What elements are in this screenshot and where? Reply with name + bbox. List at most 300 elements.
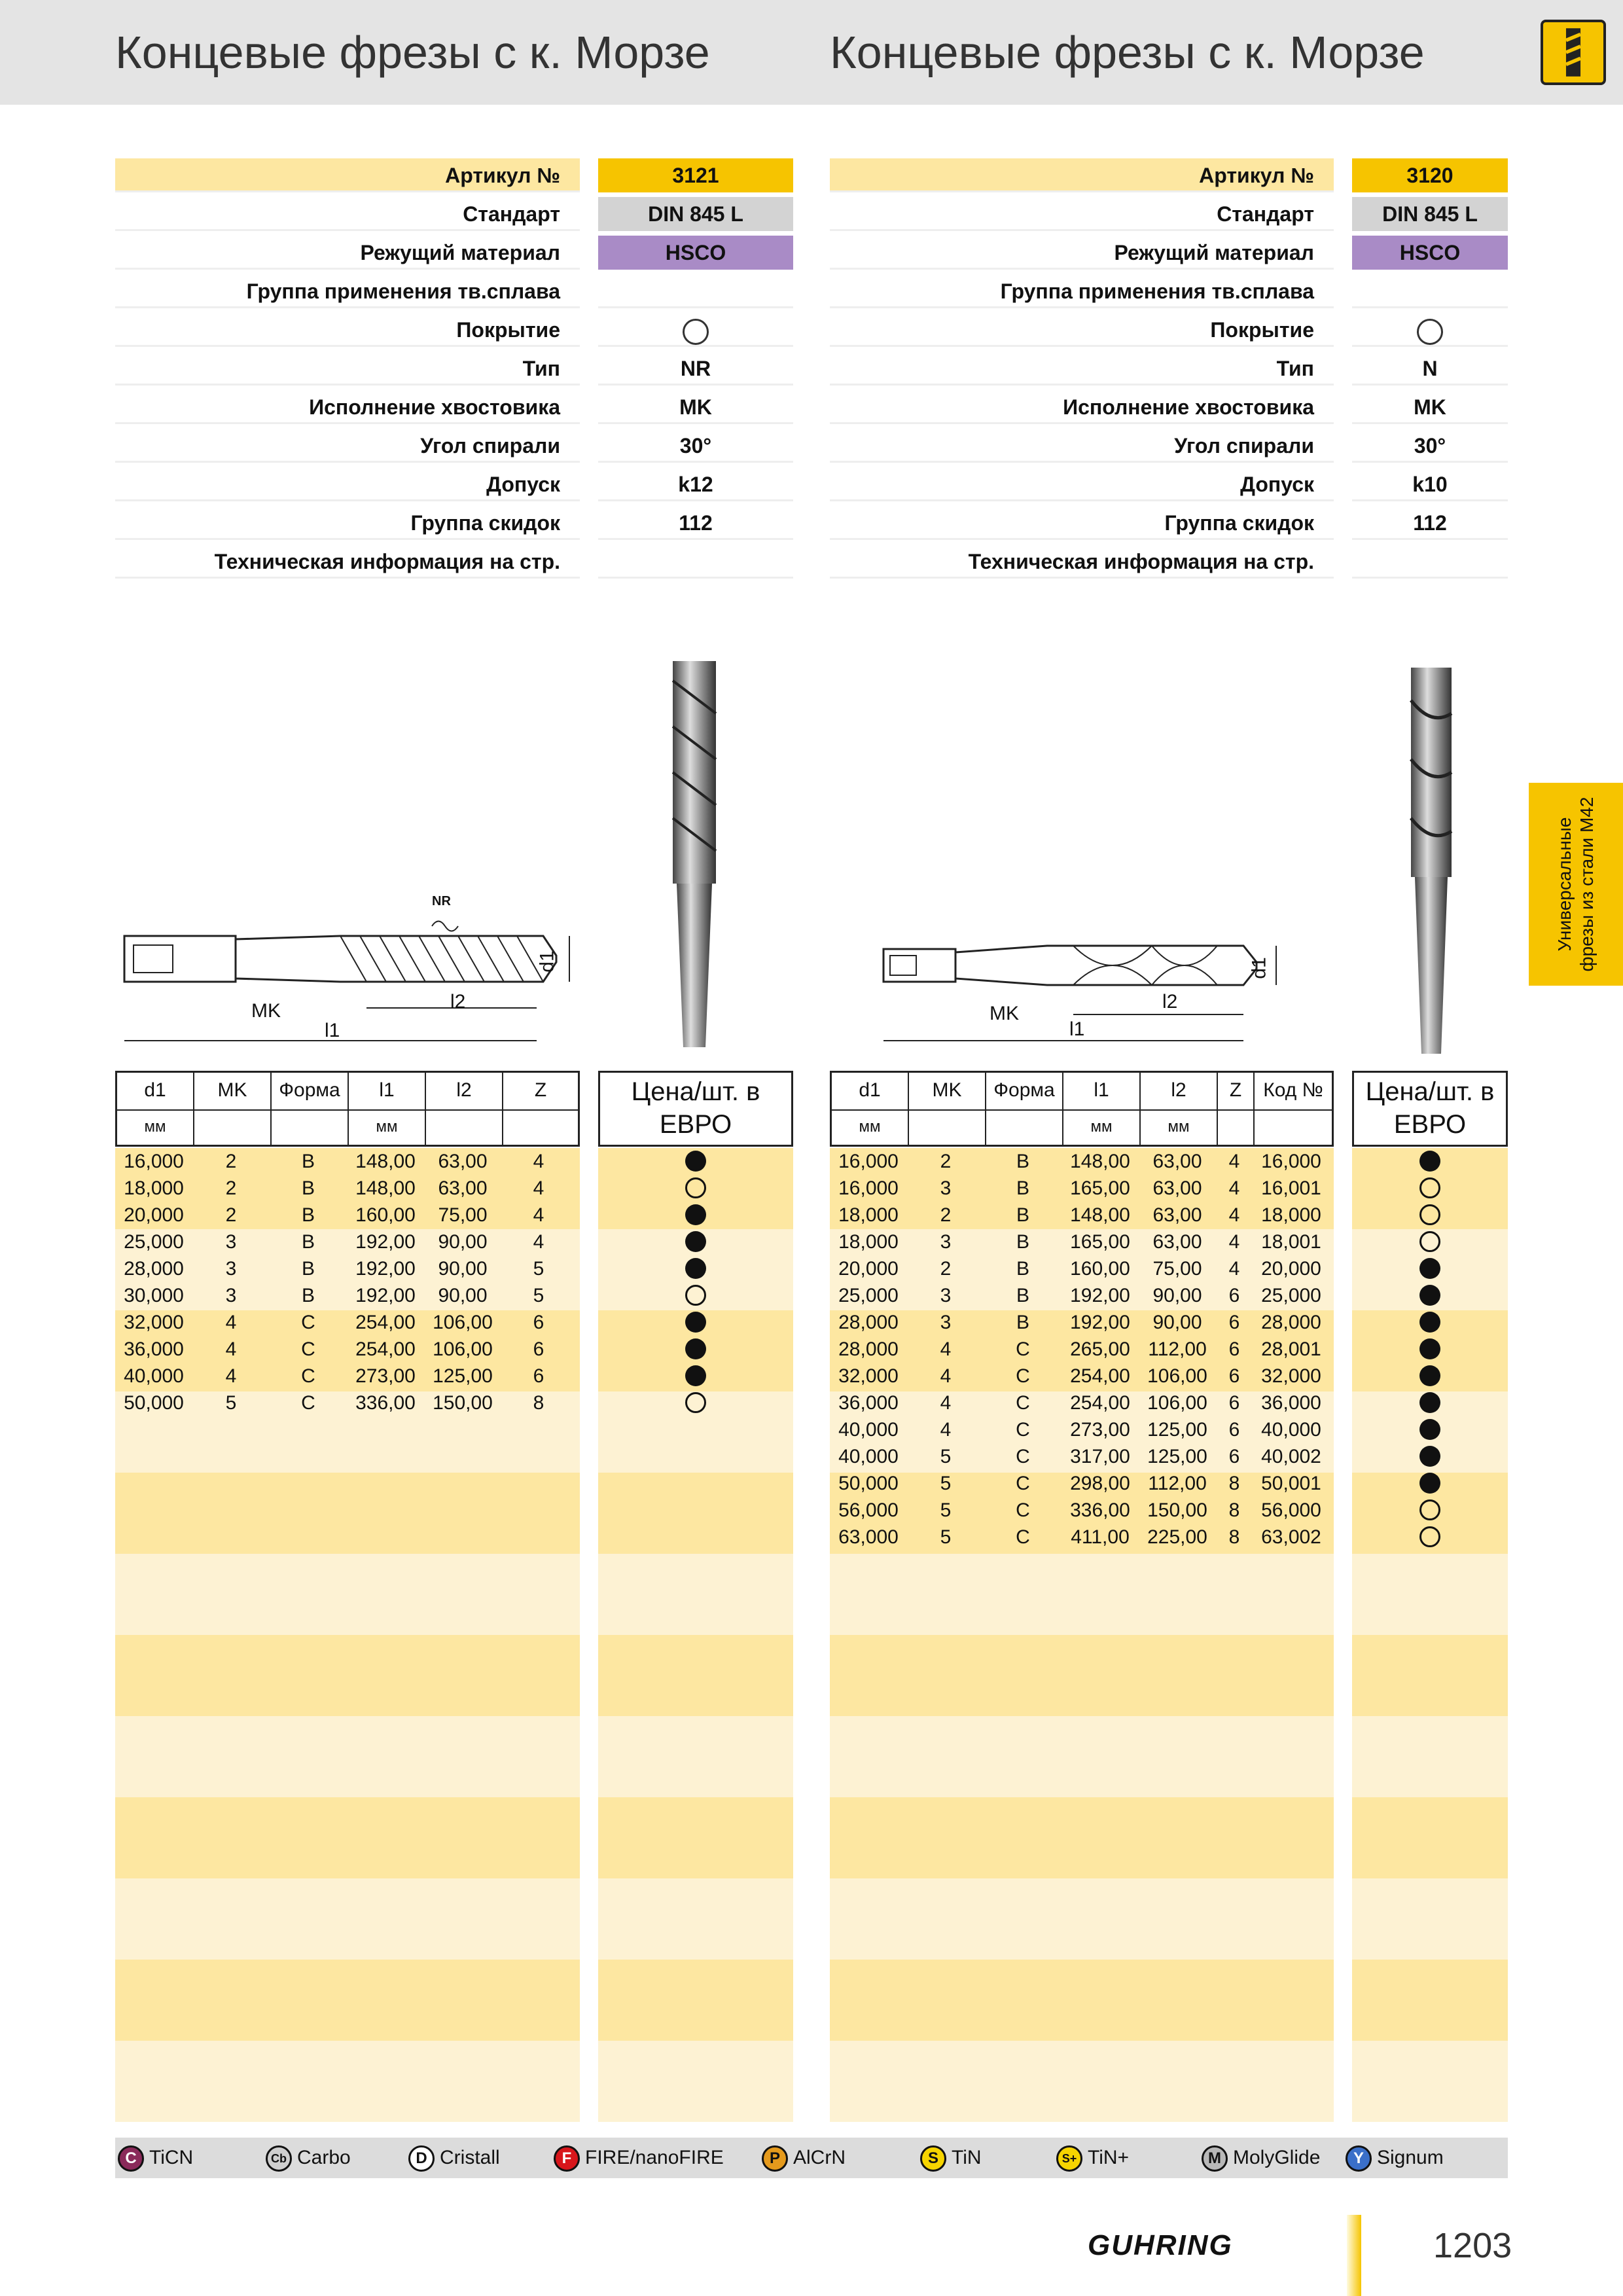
- table-cell: 6: [533, 1338, 544, 1360]
- table-cell: 2: [225, 1204, 237, 1226]
- stock-on-request-icon[interactable]: [685, 1285, 706, 1306]
- stripe-band: [115, 1473, 580, 1554]
- table-cell: 3: [940, 1177, 952, 1199]
- coating-carbo-icon: Cb: [266, 2145, 292, 2172]
- stripe-band: [1352, 1960, 1508, 2041]
- stripe-band: [830, 1554, 1334, 1635]
- table-cell: B: [1016, 1312, 1029, 1333]
- column-header: [1141, 1073, 1218, 1145]
- table-row: [115, 1202, 576, 1229]
- table-cell: 50,000: [124, 1392, 184, 1414]
- column-header-label: l1: [1094, 1079, 1109, 1101]
- table-cell: 32,000: [1261, 1365, 1321, 1387]
- stock-available-icon[interactable]: [1419, 1473, 1440, 1494]
- table-cell: 4: [533, 1231, 544, 1253]
- table-cell: 125,00: [1147, 1419, 1207, 1441]
- table-cell: 63,00: [1152, 1231, 1202, 1253]
- legend-item-firenanofire: [554, 2138, 724, 2178]
- column-header: [1255, 1073, 1332, 1145]
- table-cell: 4: [1228, 1177, 1240, 1199]
- technical-drawing-right: [877, 916, 1296, 1054]
- table-cell: 4: [940, 1365, 952, 1387]
- spec-label: Покрытие: [456, 318, 560, 342]
- stock-available-icon[interactable]: [1419, 1312, 1440, 1333]
- stripe-band: [598, 1960, 793, 2041]
- table-cell: 2: [940, 1151, 952, 1172]
- spec-row: [115, 390, 580, 424]
- table-cell: 4: [940, 1419, 952, 1441]
- table-cell: 4: [225, 1312, 237, 1333]
- legend-label: Signum: [1377, 2147, 1444, 2168]
- spec-value-standard: DIN 845 L: [598, 197, 793, 231]
- stock-on-request-icon[interactable]: [1419, 1204, 1440, 1225]
- table-cell: 225,00: [1147, 1526, 1207, 1548]
- table-cell: 40,000: [838, 1419, 899, 1441]
- table-row: [115, 1229, 576, 1255]
- table-cell: 36,000: [124, 1338, 184, 1360]
- table-cell: B: [1016, 1151, 1029, 1172]
- end-mill-photo-left: [658, 655, 730, 1060]
- table-cell: 18,000: [1261, 1204, 1321, 1226]
- table-cell: 16,001: [1261, 1177, 1321, 1199]
- nr-label: NR: [432, 894, 451, 908]
- table-cell: 4: [533, 1151, 544, 1172]
- table-cell: 106,00: [1147, 1392, 1207, 1414]
- table-cell: 28,000: [1261, 1312, 1321, 1333]
- table-cell: 5: [533, 1258, 544, 1280]
- column-header: [194, 1073, 272, 1145]
- column-header: [272, 1073, 349, 1145]
- table-row: [830, 1255, 1330, 1282]
- table-cell: 106,00: [433, 1338, 493, 1360]
- spec-label: Группа применения тв.сплава: [246, 279, 560, 303]
- coating-none-icon: [683, 319, 709, 345]
- table-cell: 63,000: [838, 1526, 899, 1548]
- column-header-label: l2: [456, 1079, 472, 1101]
- table-cell: 273,00: [355, 1365, 416, 1387]
- table-cell: 6: [1228, 1338, 1240, 1360]
- spec-value-group: [598, 274, 793, 308]
- table-row: [830, 1175, 1330, 1202]
- table-cell: 3: [940, 1312, 952, 1333]
- table-cell: 63,00: [1152, 1177, 1202, 1199]
- column-unit: [503, 1109, 578, 1141]
- table-cell: 40,000: [838, 1446, 899, 1467]
- stripe-band: [830, 1960, 1334, 2041]
- stock-available-icon[interactable]: [685, 1151, 706, 1172]
- table-cell: 90,00: [1152, 1285, 1202, 1306]
- spec-value-discount: 112: [1352, 506, 1508, 540]
- spec-value-material: HSCO: [1352, 236, 1508, 270]
- stripe-band: [115, 1960, 580, 2041]
- table-cell: 25,000: [124, 1231, 184, 1253]
- table-cell: 20,000: [1261, 1258, 1321, 1280]
- legend-item-tin: [920, 2138, 982, 2178]
- stock-available-icon[interactable]: [685, 1312, 706, 1333]
- spec-row: [115, 236, 580, 270]
- table-cell: 36,000: [838, 1392, 899, 1414]
- l2-label-left: l2: [450, 991, 466, 1013]
- table-cell: 40,000: [124, 1365, 184, 1387]
- column-unit: мм: [117, 1109, 193, 1141]
- table-cell: 192,00: [355, 1258, 416, 1280]
- column-header-label: Форма: [993, 1079, 1055, 1101]
- stripe-band: [115, 1635, 580, 1716]
- spec-row: [115, 158, 580, 192]
- table-cell: B: [301, 1285, 315, 1306]
- table-row: [830, 1309, 1330, 1336]
- table-cell: 8: [1228, 1473, 1240, 1494]
- column-header-label: d1: [144, 1079, 166, 1101]
- legend-label: AlCrN: [793, 2147, 846, 2168]
- table-cell: 160,00: [355, 1204, 416, 1226]
- stock-on-request-icon[interactable]: [1419, 1499, 1440, 1520]
- spec-row: [830, 197, 1334, 231]
- spec-value-type: NR: [598, 351, 793, 386]
- spec-value-techinfo: [598, 545, 793, 579]
- table-cell: 16,000: [1261, 1151, 1321, 1172]
- table-row: [115, 1336, 576, 1363]
- column-header-label: l1: [379, 1079, 395, 1101]
- stock-on-request-icon[interactable]: [685, 1177, 706, 1198]
- column-unit: [272, 1109, 348, 1141]
- stock-available-icon[interactable]: [1419, 1392, 1440, 1413]
- spec-label: Стандарт: [1217, 202, 1314, 226]
- spec-row: [830, 390, 1334, 424]
- table-cell: 336,00: [355, 1392, 416, 1414]
- stock-available-icon[interactable]: [685, 1258, 706, 1279]
- table-cell: 5: [940, 1499, 952, 1521]
- spec-label: Режущий материал: [1114, 241, 1314, 264]
- table-cell: 36,000: [1261, 1392, 1321, 1414]
- spec-value-group: [1352, 274, 1508, 308]
- table-cell: 4: [225, 1365, 237, 1387]
- technical-drawing-left: [118, 890, 576, 1054]
- table-cell: B: [1016, 1285, 1029, 1306]
- stripe-band: [115, 1716, 580, 1797]
- spec-value-shank: MK: [1352, 390, 1508, 424]
- spec-value-standard: DIN 845 L: [1352, 197, 1508, 231]
- column-header-label: Z: [534, 1079, 547, 1101]
- table-cell: 18,000: [838, 1231, 899, 1253]
- legend-label: TiCN: [149, 2147, 194, 2168]
- table-cell: 63,00: [438, 1177, 488, 1199]
- stripe-band: [115, 1797, 580, 1878]
- legend-label: FIRE/nanoFIRE: [585, 2147, 724, 2168]
- spec-label: Артикул №: [445, 164, 560, 187]
- legend-label: Carbo: [297, 2147, 351, 2168]
- table-cell: 254,00: [355, 1312, 416, 1333]
- legend-label: Cristall: [440, 2147, 500, 2168]
- table-cell: 2: [940, 1204, 952, 1226]
- table-cell: 5: [940, 1473, 952, 1494]
- d1-label-left: d1: [536, 950, 558, 973]
- column-unit: мм: [1063, 1109, 1139, 1141]
- coating-firenanofire-icon: F: [554, 2145, 580, 2172]
- table-cell: B: [301, 1231, 315, 1253]
- spec-row: [115, 545, 580, 579]
- column-header-label: Код №: [1263, 1079, 1323, 1101]
- table-row: [830, 1148, 1330, 1175]
- table-cell: 3: [940, 1231, 952, 1253]
- spec-value-material: HSCO: [598, 236, 793, 270]
- table-row: [115, 1282, 576, 1309]
- legend-item-molyglide: [1202, 2138, 1320, 2178]
- coating-alcrn-icon: P: [762, 2145, 788, 2172]
- table-row: [830, 1524, 1330, 1551]
- table-cell: C: [301, 1338, 315, 1360]
- legend-label: MolyGlide: [1233, 2147, 1321, 2168]
- spec-row: [830, 351, 1334, 386]
- table-row: [115, 1363, 576, 1390]
- table-cell: 254,00: [1070, 1365, 1130, 1387]
- legend-item-alcrn: [762, 2138, 846, 2178]
- legend-label: TiN: [952, 2147, 982, 2168]
- table-cell: 63,00: [1152, 1204, 1202, 1226]
- stock-available-icon[interactable]: [1419, 1446, 1440, 1467]
- stock-available-icon[interactable]: [1419, 1338, 1440, 1359]
- table-row: [830, 1363, 1330, 1390]
- table-cell: 28,000: [838, 1312, 899, 1333]
- spec-label: Исполнение хвостовика: [309, 395, 560, 419]
- table-cell: 6: [1228, 1392, 1240, 1414]
- table-cell: 50,000: [838, 1473, 899, 1494]
- spec-label: Артикул №: [1199, 164, 1314, 187]
- side-tab-line2: фрезы из стали M42: [1577, 797, 1597, 972]
- table-cell: C: [1016, 1365, 1030, 1387]
- l1-label-right: l1: [1069, 1018, 1085, 1040]
- stock-available-icon[interactable]: [685, 1204, 706, 1225]
- stock-on-request-icon[interactable]: [1419, 1231, 1440, 1252]
- table-cell: 6: [1228, 1446, 1240, 1467]
- coating-cristall-icon: D: [408, 2145, 435, 2172]
- stripe-band: [598, 1878, 793, 1960]
- spec-label: Допуск: [486, 473, 560, 496]
- table-cell: C: [301, 1392, 315, 1414]
- table-cell: 6: [533, 1312, 544, 1333]
- table-cell: 90,00: [438, 1258, 488, 1280]
- table-cell: 16,000: [838, 1177, 899, 1199]
- table-cell: 63,00: [438, 1151, 488, 1172]
- table-cell: 30,000: [124, 1285, 184, 1306]
- column-header: [832, 1073, 909, 1145]
- column-header: [117, 1073, 194, 1145]
- table-cell: 90,00: [1152, 1312, 1202, 1333]
- spec-label: Техническая информация на стр.: [968, 550, 1314, 573]
- table-cell: 4: [533, 1177, 544, 1199]
- coating-signum-icon: Y: [1346, 2145, 1372, 2172]
- stock-available-icon[interactable]: [1419, 1285, 1440, 1306]
- table-cell: B: [301, 1258, 315, 1280]
- table-cell: 150,00: [1147, 1499, 1207, 1521]
- table-cell: 6: [533, 1365, 544, 1387]
- table-cell: B: [1016, 1204, 1029, 1226]
- column-header-label: Z: [1229, 1079, 1242, 1101]
- column-header: [426, 1073, 503, 1145]
- table-cell: 40,002: [1261, 1446, 1321, 1467]
- stripe-band: [115, 1554, 580, 1635]
- table-cell: 25,000: [838, 1285, 899, 1306]
- table-cell: 4: [225, 1338, 237, 1360]
- spec-label: Техническая информация на стр.: [214, 550, 560, 573]
- table-cell: 8: [1228, 1499, 1240, 1521]
- table-cell: 8: [533, 1392, 544, 1414]
- coating-ticn-icon: C: [118, 2145, 144, 2172]
- table-row: [115, 1175, 576, 1202]
- table-cell: 75,00: [438, 1204, 488, 1226]
- table-cell: C: [1016, 1419, 1030, 1441]
- stripe-band: [830, 1716, 1334, 1797]
- table-cell: 18,000: [124, 1177, 184, 1199]
- spec-label: Тип: [1276, 357, 1314, 380]
- stripe-band: [598, 1716, 793, 1797]
- stock-available-icon[interactable]: [1419, 1365, 1440, 1386]
- table-row: [830, 1470, 1330, 1497]
- stock-on-request-icon[interactable]: [1419, 1177, 1440, 1198]
- section-side-tab[interactable]: [1529, 783, 1623, 986]
- stripe-band: [598, 2041, 793, 2122]
- column-header-label: l2: [1171, 1079, 1186, 1101]
- column-header: [986, 1073, 1063, 1145]
- spec-row: [830, 545, 1334, 579]
- stock-on-request-icon[interactable]: [1419, 1526, 1440, 1547]
- page-title-left: Концевые фрезы с к. Морзе: [115, 27, 710, 78]
- table-cell: 28,001: [1261, 1338, 1321, 1360]
- table-row: [830, 1497, 1330, 1524]
- spec-value-type: N: [1352, 351, 1508, 386]
- stripe-band: [598, 1473, 793, 1554]
- spec-value-techinfo: [1352, 545, 1508, 579]
- spec-label: Группа скидок: [410, 511, 560, 535]
- table-cell: 32,000: [838, 1365, 899, 1387]
- coating-tin-icon: S+: [1056, 2145, 1082, 2172]
- table-cell: 6: [1228, 1419, 1240, 1441]
- spec-label: Стандарт: [463, 202, 560, 226]
- table-cell: 148,00: [355, 1151, 416, 1172]
- table-header-right: [830, 1071, 1334, 1147]
- spec-row: [115, 467, 580, 501]
- column-unit: [426, 1109, 502, 1141]
- stripe-band: [115, 1878, 580, 1960]
- spec-row: [830, 506, 1334, 540]
- table-cell: 106,00: [433, 1312, 493, 1333]
- column-header: [503, 1073, 578, 1145]
- table-row: [830, 1202, 1330, 1229]
- table-cell: 3: [225, 1231, 237, 1253]
- table-cell: 4: [1228, 1204, 1240, 1226]
- spec-label: Группа скидок: [1164, 511, 1314, 535]
- stripe-band: [1352, 1635, 1508, 1716]
- table-cell: 63,002: [1261, 1526, 1321, 1548]
- table-cell: 90,00: [438, 1285, 488, 1306]
- price-header-right: Цена/шт. в ЕВРО: [1352, 1071, 1508, 1147]
- spec-value-shank: MK: [598, 390, 793, 424]
- table-cell: B: [301, 1204, 315, 1226]
- spec-label: Покрытие: [1210, 318, 1314, 342]
- table-cell: 273,00: [1070, 1419, 1130, 1441]
- spec-label: Допуск: [1240, 473, 1314, 496]
- page-number: 1203: [1433, 2226, 1512, 2265]
- column-unit: [909, 1109, 985, 1141]
- spec-value-helix: 30°: [598, 429, 793, 463]
- table-cell: 254,00: [355, 1338, 416, 1360]
- table-cell: 148,00: [355, 1177, 416, 1199]
- table-cell: 411,00: [1071, 1526, 1130, 1548]
- table-row: [830, 1416, 1330, 1443]
- table-cell: C: [1016, 1392, 1030, 1414]
- page-header: [0, 0, 1623, 105]
- column-header: [909, 1073, 986, 1145]
- column-unit: мм: [832, 1109, 908, 1141]
- table-cell: 160,00: [1070, 1258, 1130, 1280]
- spec-value-coating: [1352, 313, 1508, 347]
- stock-available-icon[interactable]: [685, 1231, 706, 1252]
- mk-label-left: MK: [251, 1000, 281, 1022]
- legend-item-tin+: [1056, 2138, 1129, 2178]
- stripe-band: [1352, 1878, 1508, 1960]
- table-cell: 16,000: [838, 1151, 899, 1172]
- column-header-label: MK: [932, 1079, 962, 1101]
- table-cell: 165,00: [1070, 1177, 1130, 1199]
- table-cell: C: [1016, 1338, 1030, 1360]
- spec-value-coating: [598, 313, 793, 347]
- stock-available-icon[interactable]: [685, 1365, 706, 1386]
- stock-available-icon[interactable]: [1419, 1419, 1440, 1440]
- spec-row: [115, 274, 580, 308]
- spec-label: Тип: [522, 357, 560, 380]
- table-row: [115, 1255, 576, 1282]
- table-cell: 148,00: [1070, 1204, 1130, 1226]
- table-row: [115, 1390, 576, 1416]
- mk-label-right: MK: [990, 1003, 1019, 1024]
- stock-on-request-icon[interactable]: [685, 1392, 706, 1413]
- table-cell: 63,00: [1152, 1151, 1202, 1172]
- table-cell: 90,00: [438, 1231, 488, 1253]
- stock-available-icon[interactable]: [1419, 1151, 1440, 1172]
- column-header: [349, 1073, 426, 1145]
- spec-value-discount: 112: [598, 506, 793, 540]
- coating-legend: [115, 2138, 1508, 2178]
- table-cell: B: [1016, 1177, 1029, 1199]
- table-cell: C: [301, 1365, 315, 1387]
- table-cell: 3: [940, 1285, 952, 1306]
- spec-row: [830, 274, 1334, 308]
- table-cell: 8: [1228, 1526, 1240, 1548]
- table-cell: 3: [225, 1285, 237, 1306]
- spec-row: [115, 351, 580, 386]
- table-cell: C: [1016, 1473, 1030, 1494]
- spec-row: [115, 313, 580, 347]
- table-cell: 6: [1228, 1312, 1240, 1333]
- stock-available-icon[interactable]: [1419, 1258, 1440, 1279]
- spec-row: [115, 506, 580, 540]
- stripe-band: [830, 1797, 1334, 1878]
- brand-logo: GUHRING: [1088, 2229, 1233, 2261]
- table-cell: 125,00: [1147, 1446, 1207, 1467]
- legend-label: TiN+: [1088, 2147, 1130, 2168]
- stripe-band: [1352, 1716, 1508, 1797]
- table-cell: 192,00: [1070, 1285, 1130, 1306]
- stock-available-icon[interactable]: [685, 1338, 706, 1359]
- footer-accent-bar: [1347, 2215, 1361, 2296]
- table-cell: 18,000: [838, 1204, 899, 1226]
- table-cell: 6: [1228, 1285, 1240, 1306]
- table-row: [830, 1443, 1330, 1470]
- table-row: [830, 1229, 1330, 1255]
- table-cell: 75,00: [1152, 1258, 1202, 1280]
- coating-tin-icon: S: [920, 2145, 946, 2172]
- side-tab-line1: Универсальные: [1554, 817, 1575, 952]
